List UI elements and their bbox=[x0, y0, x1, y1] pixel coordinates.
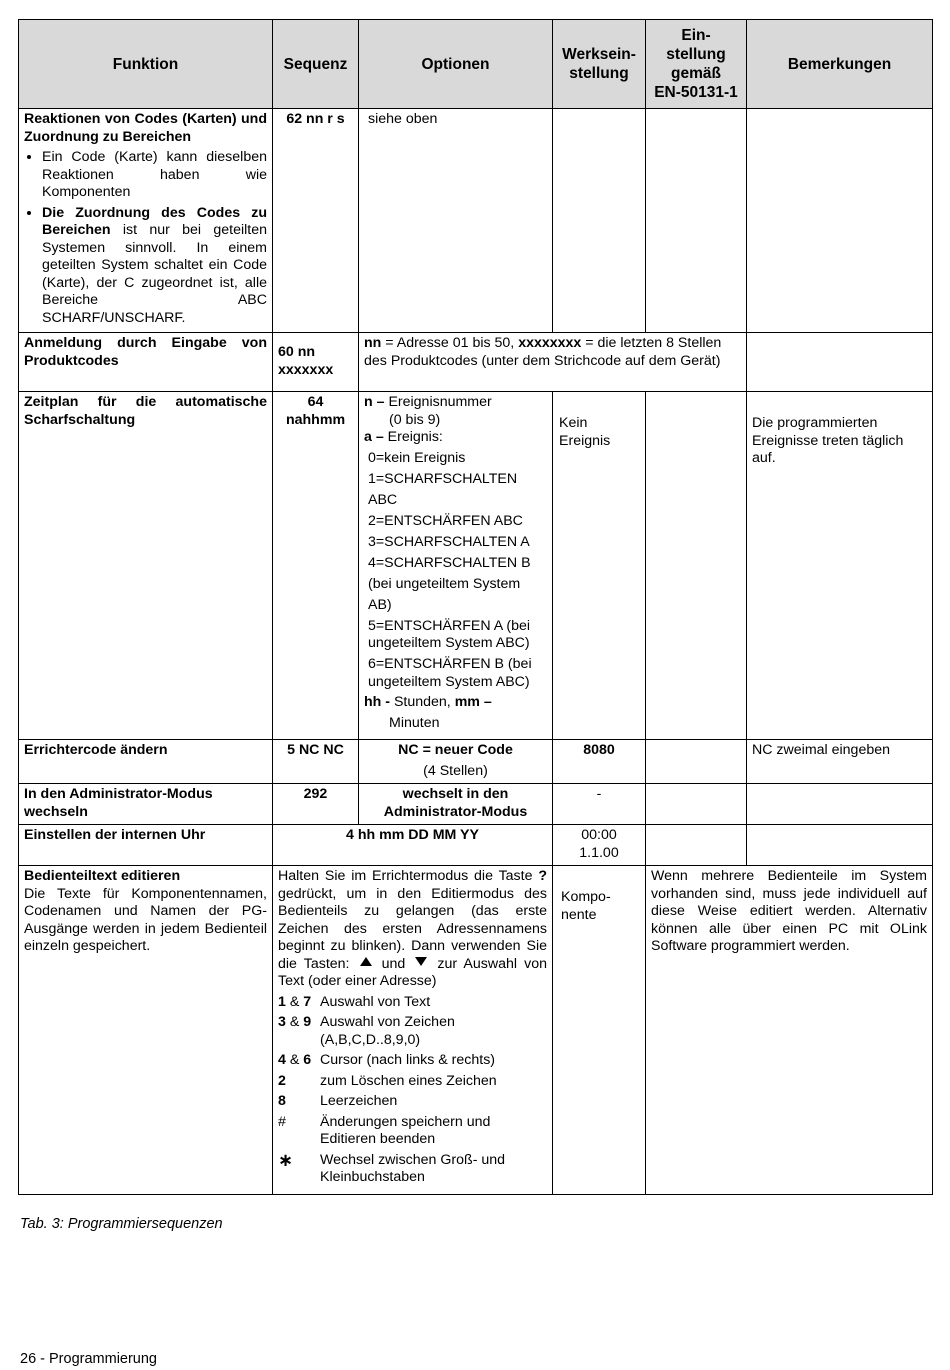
hh-text: Stunden, bbox=[390, 694, 455, 710]
key-row bbox=[278, 1052, 547, 1070]
table-caption: Tab. 3: Programmiersequenzen bbox=[20, 1216, 223, 1232]
cell-funktion: In den Administrator-Modus wechseln bbox=[19, 784, 273, 825]
key-row bbox=[278, 994, 547, 1012]
header-row bbox=[19, 20, 933, 109]
header-werkseinstellung-line1: Werksein- bbox=[562, 46, 636, 63]
cell-werkseinstellung: 8080 bbox=[553, 740, 646, 784]
event-option: (bei ungeteiltem System bbox=[368, 575, 521, 592]
key-description: Änderungen speichern und Editieren beenden bbox=[320, 1113, 491, 1147]
key-combo: 3 & 9 bbox=[278, 1014, 312, 1030]
header-en-line1: Ein- bbox=[681, 27, 711, 44]
table-row-errichtercode bbox=[19, 740, 933, 784]
programming-sequences-table bbox=[18, 19, 933, 1195]
key-description: Auswahl von Zeichen (A,B,C,D..8,9,0) bbox=[320, 1014, 455, 1048]
header-werkseinstellung bbox=[553, 20, 646, 109]
instruction-text: Halten Sie im Errichtermodus die Taste bbox=[278, 868, 539, 884]
cell-funktion bbox=[19, 109, 273, 333]
cell-sequenz: 292 bbox=[273, 784, 359, 825]
event-option: 1=SCHARFSCHALTEN bbox=[368, 470, 518, 487]
key-hash: # bbox=[278, 1113, 286, 1130]
header-en-einstellung bbox=[646, 20, 747, 109]
key-description: Auswahl von Text bbox=[320, 993, 431, 1010]
sequence-line2: nahhmm bbox=[285, 411, 346, 428]
cell-werkseinstellung: - bbox=[553, 784, 646, 825]
options-subtext: (4 Stellen) bbox=[423, 762, 488, 779]
event-option: 0=kein Ereignis bbox=[368, 449, 466, 466]
cell-werkseinstellung bbox=[553, 866, 646, 1195]
asterisk-icon: ∗ bbox=[278, 1149, 294, 1170]
cell-optionen: wechselt in den Administrator-Modus bbox=[359, 784, 553, 825]
cell-en-einstellung bbox=[646, 740, 747, 784]
cell-werkseinstellung bbox=[553, 109, 646, 333]
question-key: ? bbox=[538, 868, 547, 884]
instruction-text: zur Auswahl von Text (oder einer Adresse) bbox=[278, 955, 547, 989]
a-text: Ereignis: bbox=[383, 429, 443, 445]
cell-bemerkungen bbox=[747, 109, 933, 333]
header-werkseinstellung-line2: stellung bbox=[569, 65, 629, 82]
cell-en-einstellung bbox=[646, 392, 747, 740]
table-row-bedienteiltext bbox=[19, 866, 933, 1195]
table-row-administrator bbox=[19, 784, 933, 825]
bullet-item: • Ein Code (Karte) kann dieselben Reaktionen haben wie Komponenten bbox=[42, 149, 267, 202]
arrow-up-icon bbox=[360, 957, 372, 966]
header-sequenz: Sequenz bbox=[273, 20, 359, 109]
key-row bbox=[278, 1073, 547, 1091]
cell-bemerkungen bbox=[747, 825, 933, 866]
arrow-down-icon bbox=[415, 957, 427, 966]
key-description: Cursor (nach links & rechts) bbox=[320, 1052, 496, 1068]
cell-sequenz: 5 NC NC bbox=[273, 740, 359, 784]
mm-text: Minuten bbox=[389, 714, 440, 731]
header-bemerkungen: Bemerkungen bbox=[747, 20, 933, 109]
function-title: Bedienteiltext editieren bbox=[24, 868, 181, 884]
default-date: 1.1.00 bbox=[579, 844, 619, 861]
cell-optionen bbox=[359, 392, 553, 740]
function-title: Reaktionen von Codes (Karten) und Zuordnung zu Bereichen bbox=[24, 111, 267, 145]
function-description: Die Texte für Komponentennamen, Codenamen und Namen der PG-Ausgänge werden in jedem Bedienteil einzeln gespeichert. bbox=[24, 885, 267, 954]
cell-bemerkungen: NC zweimal eingeben bbox=[747, 740, 933, 784]
bullet-bold-text: Die Zuordnung des Codes zu Bereichen bbox=[42, 204, 267, 238]
cell-optionen bbox=[359, 740, 553, 784]
key-combo: 1 & 7 bbox=[278, 993, 312, 1010]
cell-sequenz-merged: 4 hh mm DD MM YY bbox=[273, 825, 553, 866]
n-range: (0 bis 9) bbox=[389, 411, 441, 428]
key-delete: 2 bbox=[278, 1072, 286, 1089]
options-bold-text: NC = neuer Code bbox=[398, 742, 513, 758]
cell-funktion: Anmeldung durch Eingabe von Produktcodes bbox=[19, 333, 273, 392]
options-text: = Adresse 01 bis 50, bbox=[381, 335, 519, 351]
key-space: 8 bbox=[278, 1093, 286, 1109]
instruction-text: und bbox=[374, 955, 413, 972]
key-combo: 4 & 6 bbox=[278, 1052, 312, 1068]
cell-en-einstellung bbox=[646, 784, 747, 825]
cell-en-einstellung bbox=[646, 109, 747, 333]
key-description: Leerzeichen bbox=[320, 1093, 398, 1109]
a-key: a – bbox=[364, 429, 384, 445]
cell-optionen bbox=[359, 109, 553, 333]
bullet-item bbox=[42, 205, 267, 328]
table-row-interne-uhr bbox=[19, 825, 933, 866]
instruction-text: gedrückt, um in den Editiermodus des Bedienteils zu gelangen (das erste Zeichen des ersten Adressennamens beginnt zu blinken). Dann verwenden Sie die Tasten: bbox=[278, 885, 547, 972]
header-funktion: Funktion bbox=[19, 20, 273, 109]
sequence-line2: xxxxxxx bbox=[278, 361, 334, 378]
event-option: 4=SCHARFSCHALTEN B bbox=[368, 554, 531, 571]
edit-instructions bbox=[278, 868, 547, 991]
n-key: n – bbox=[364, 394, 385, 410]
cell-sequenz bbox=[273, 333, 359, 392]
cell-werkseinstellung bbox=[553, 825, 646, 866]
cell-bemerkungen-merged: Wenn mehrere Bedienteile im System vorhanden sind, muss jede individuell auf diese Weise editiert werden. Alternativ können alle über einen PC mit OLink Software programmiert werden. bbox=[646, 866, 933, 1195]
key-row bbox=[278, 1149, 547, 1187]
xx-key: xxxxxxxx bbox=[518, 335, 582, 351]
cell-bemerkungen bbox=[747, 784, 933, 825]
event-option: AB) bbox=[368, 596, 392, 613]
event-option: ABC bbox=[368, 491, 398, 508]
default-value: Kein Ereignis bbox=[559, 415, 611, 449]
key-row bbox=[278, 1114, 547, 1149]
cell-optionen-merged bbox=[273, 866, 553, 1195]
table-row-anmeldung bbox=[19, 333, 933, 392]
header-en-line2: stellung bbox=[666, 46, 726, 63]
cell-bemerkungen bbox=[747, 392, 933, 740]
cell-funktion bbox=[19, 866, 273, 1195]
cell-funktion: Zeitplan für die automatische Scharfschaltung bbox=[19, 392, 273, 740]
options-text: = die letzten 8 Stellen des Produktcodes (unter dem Strichcode auf dem Gerät) bbox=[364, 335, 722, 369]
sequence-line1: 60 nn bbox=[278, 344, 316, 360]
mm-key: mm – bbox=[454, 694, 492, 710]
default-time: 00:00 bbox=[581, 827, 617, 843]
event-option: 6=ENTSCHÄRFEN B (bei ungeteiltem System ABC) bbox=[368, 656, 532, 690]
remark-text: Die programmierten Ereignisse treten täglich auf. bbox=[752, 415, 904, 466]
cell-sequenz: 62 nn r s bbox=[273, 109, 359, 333]
bullet-text: ist nur bei geteilten Systemen sinnvoll. In einem geteilten System schaltet ein Code (Karte), der C zugeordnet ist, alle Bereiche ABC SCHARF/UNSCHARF. bbox=[42, 222, 267, 326]
n-text: Ereignisnummer bbox=[384, 394, 492, 410]
header-en-line3: gemäß bbox=[671, 65, 721, 82]
cell-en-einstellung bbox=[646, 825, 747, 866]
key-description: Wechsel zwischen Groß- und Kleinbuchstaben bbox=[320, 1151, 506, 1185]
default-value: Kompo-nente bbox=[561, 889, 611, 923]
cell-optionen-merged bbox=[359, 333, 747, 392]
cell-funktion: Errichtercode ändern bbox=[19, 740, 273, 784]
key-row bbox=[278, 1014, 547, 1049]
event-option: 3=SCHARFSCHALTEN A bbox=[368, 533, 530, 550]
page-footer: 26 - Programmierung bbox=[20, 1351, 157, 1367]
options-text: siehe oben bbox=[368, 111, 438, 127]
sequence-line1: 64 bbox=[307, 394, 324, 410]
event-option: 5=ENTSCHÄRFEN A (bei ungeteiltem System ABC) bbox=[368, 617, 531, 651]
cell-werkseinstellung bbox=[553, 392, 646, 740]
key-description: zum Löschen eines Zeichen bbox=[320, 1072, 497, 1089]
bullet-list bbox=[24, 149, 267, 327]
cell-funktion: Einstellen der internen Uhr bbox=[19, 825, 273, 866]
nn-key: nn bbox=[364, 335, 382, 351]
key-row bbox=[278, 1093, 547, 1111]
table-row-zeitplan bbox=[19, 392, 933, 740]
cell-sequenz bbox=[273, 392, 359, 740]
hh-key: hh - bbox=[364, 694, 390, 710]
header-en-line4: EN-50131-1 bbox=[654, 84, 738, 101]
cell-bemerkungen bbox=[747, 333, 933, 392]
event-option: 2=ENTSCHÄRFEN ABC bbox=[368, 512, 523, 529]
table-row-reaktionen bbox=[19, 109, 933, 333]
header-optionen: Optionen bbox=[359, 20, 553, 109]
